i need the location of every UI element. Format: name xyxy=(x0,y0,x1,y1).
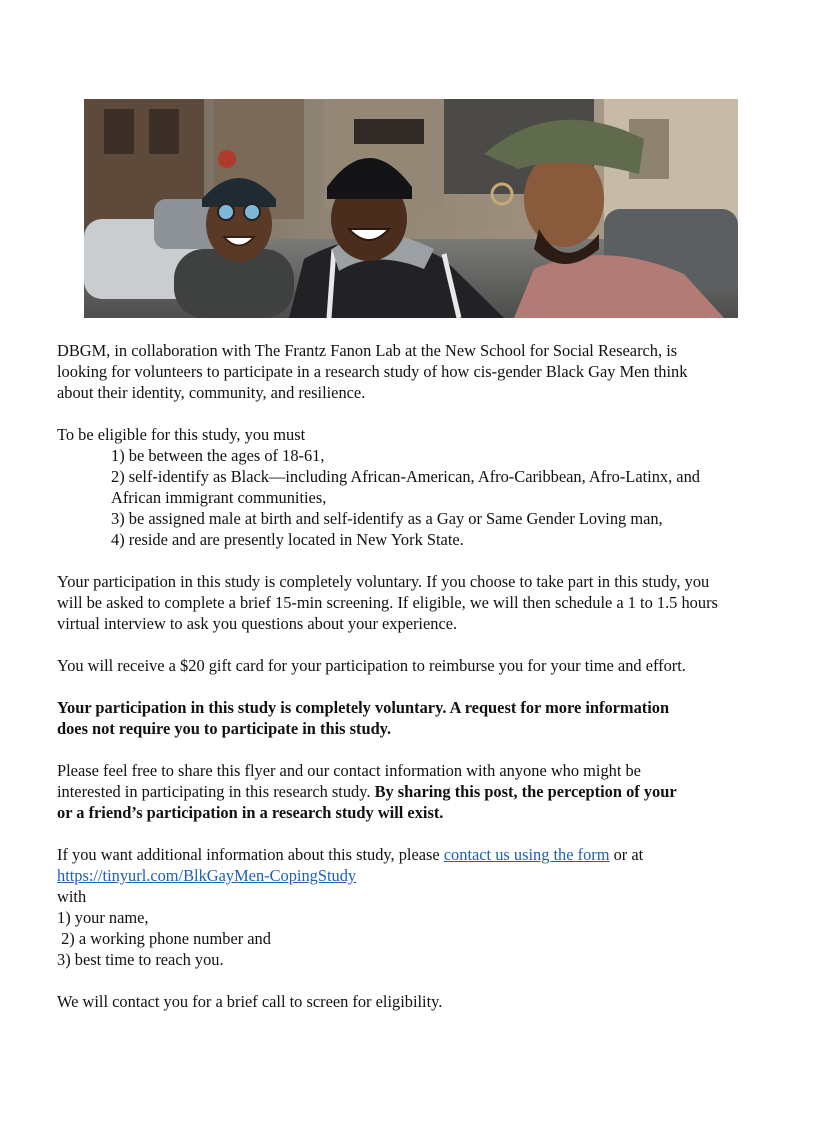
share-bold-line: or a friend’s participation in a research study will exist. xyxy=(57,803,444,822)
contact-suffix: or at xyxy=(609,845,644,864)
share-line: Please feel free to share this flyer and our contact information with anyone who might be xyxy=(57,761,641,780)
contact-item: 3) best time to reach you. xyxy=(57,950,224,969)
contact-line xyxy=(57,844,797,865)
photo-of-three-smiling-men xyxy=(84,99,738,318)
criterion-item: African immigrant communities, xyxy=(111,488,327,507)
criterion-item: 1) be between the ages of 18-61, xyxy=(111,446,325,465)
intro-line: about their identity, community, and resilience. xyxy=(57,383,366,402)
criterion-item: 3) be assigned male at birth and self-identify as a Gay or Same Gender Loving man, xyxy=(111,509,663,528)
voluntary-line: will be asked to complete a brief 15-min screening. If eligible, we will then schedule a 1 to 1.5 hours xyxy=(57,593,718,612)
voluntary-line: virtual interview to ask you questions about your experience. xyxy=(57,614,458,633)
study-url-link[interactable]: https://tinyurl.com/BlkGayMen-CopingStudy xyxy=(57,866,357,885)
share-line xyxy=(57,781,797,802)
flyer-body xyxy=(57,340,797,1012)
hero-photo xyxy=(84,99,738,318)
share-bold-text: By sharing this post, the perception of your xyxy=(374,782,677,801)
eligibility-heading: To be eligible for this study, you must xyxy=(57,425,306,444)
contact-item: 2) a working phone number and xyxy=(57,929,271,948)
intro-line: DBGM, in collaboration with The Frantz Fanon Lab at the New School for Social Research, is xyxy=(57,341,678,360)
with-label: with xyxy=(57,887,87,906)
bold-notice-line: does not require you to participate in this study. xyxy=(57,719,392,738)
contact-prefix: If you want additional information about this study, please xyxy=(57,845,444,864)
voluntary-line: Your participation in this study is completely voluntary. If you choose to take part in this study, you xyxy=(57,572,710,591)
url-line xyxy=(57,865,797,886)
criterion-item: 2) self-identify as Black—including African-American, Afro-Caribbean, Afro-Latinx, and xyxy=(111,467,700,486)
gift-card-text: You will receive a $20 gift card for your participation to reimburse you for your time and effort. xyxy=(57,656,686,675)
intro-line: looking for volunteers to participate in a research study of how cis-gender Black Gay Men think xyxy=(57,362,688,381)
criterion-item: 4) reside and are presently located in New York State. xyxy=(111,530,464,549)
bold-notice-line: Your participation in this study is completely voluntary. A request for more information xyxy=(57,698,670,717)
share-text: interested in participating in this research study. xyxy=(57,782,375,801)
contact-item: 1) your name, xyxy=(57,908,149,927)
closing-line: We will contact you for a brief call to screen for eligibility. xyxy=(57,992,443,1011)
contact-form-link[interactable]: contact us using the form xyxy=(443,845,610,864)
